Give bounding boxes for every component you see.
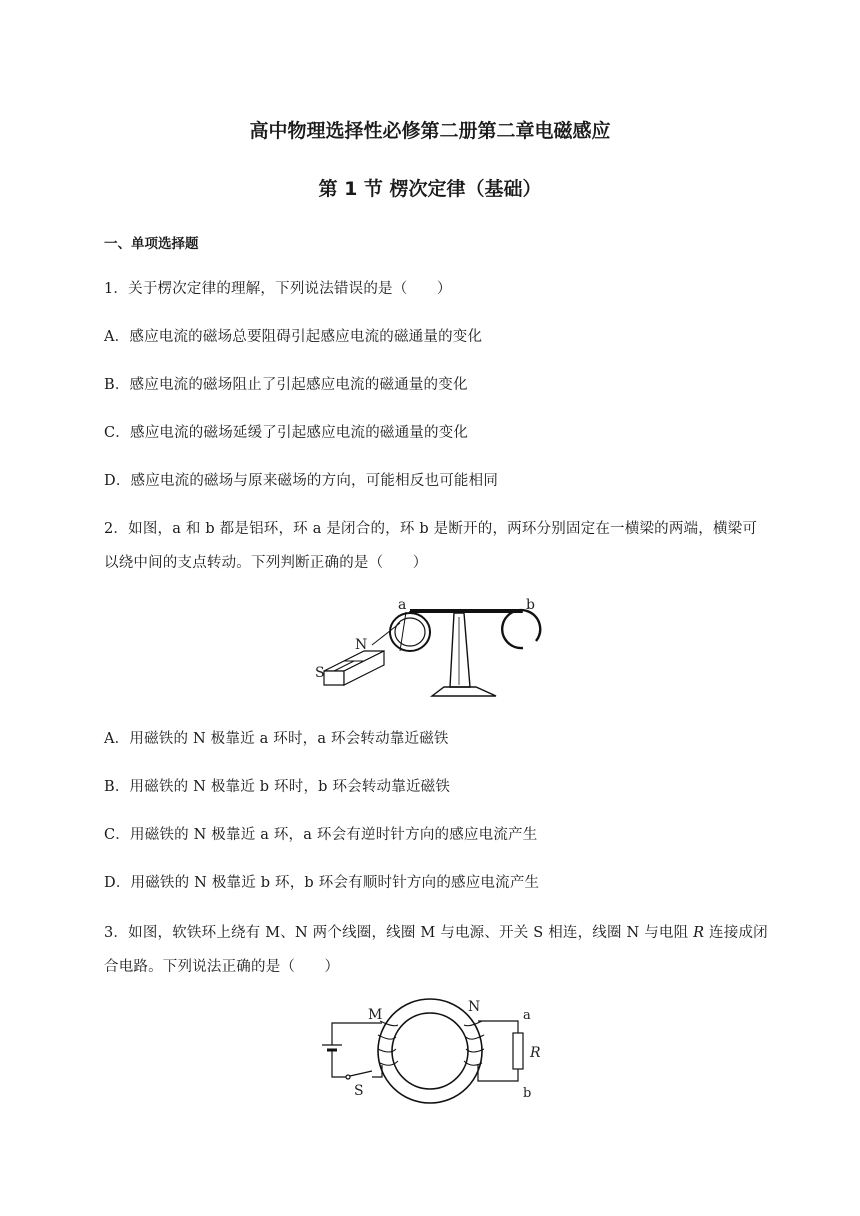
label-n: N [355,637,368,653]
label-s: S [315,665,325,681]
q1-stem: 1．关于楞次定律的理解，下列说法错误的是（ ） [104,281,452,297]
page-title: 高中物理选择性必修第二册第二章电磁感应 [249,120,611,142]
ring-b [502,610,540,648]
q1-option-d: D．感应电流的磁场与原来磁场的方向，可能相反也可能相同 [104,473,499,489]
label-s3: S [354,1083,364,1099]
q2-option-a: A．用磁铁的 N 极靠近 a 环时，a 环会转动靠近磁铁 [104,731,449,747]
q2-stem-line2: 以绕中间的支点转动。下列判断正确的是（ ） [104,555,428,571]
switch-s [346,1075,350,1079]
coil-m [378,1021,398,1065]
q1-option-c: C．感应电流的磁场延缓了引起感应电流的磁通量的变化 [104,425,469,441]
page-subtitle: 第 1 节 楞次定律（基础） [318,178,542,200]
resistor-r [513,1033,523,1069]
label-a: a [398,597,407,613]
q2-option-b: B．用磁铁的 N 极靠近 b 环时，b 环会转动靠近磁铁 [104,779,451,795]
q2-option-d: D．用磁铁的 N 极靠近 b 环，b 环会有顺时针方向的感应电流产生 [104,875,540,891]
ring-a [390,613,430,651]
label-m: M [368,1007,383,1023]
resistor-symbol-r: R [693,925,705,941]
q3-figure-circuit [318,995,548,1110]
q2-figure-balance [310,595,560,705]
q1-option-a: A．感应电流的磁场总要阻碍引起感应电流的磁通量的变化 [104,329,483,345]
label-n3: N [468,999,481,1015]
label-r: R [530,1045,541,1061]
q1-option-b: B．感应电流的磁场阻止了引起感应电流的磁通量的变化 [104,377,468,393]
label-a3: a [523,1008,531,1023]
q3-stem-line1: 3．如图，软铁环上绕有 M、N 两个线圈，线圈 M 与电源、开关 S 相连，线圈 N 与电阻 R 连接成闭 [104,925,768,941]
q3-stem-line2: 合电路。下列说法正确的是（ ） [104,959,340,975]
iron-ring-inner [392,1013,468,1089]
q2-option-c: C．用磁铁的 N 极靠近 a 环，a 环会有逆时针方向的感应电流产生 [104,827,538,843]
bar-magnet [324,651,384,685]
section-heading: 一、单项选择题 [104,236,199,252]
label-b3: b [523,1086,532,1101]
label-b: b [526,597,535,613]
q2-stem-line1: 2．如图，a 和 b 都是铝环，环 a 是闭合的，环 b 是断开的，两环分别固定在一横梁的两端，横梁可 [104,521,758,537]
